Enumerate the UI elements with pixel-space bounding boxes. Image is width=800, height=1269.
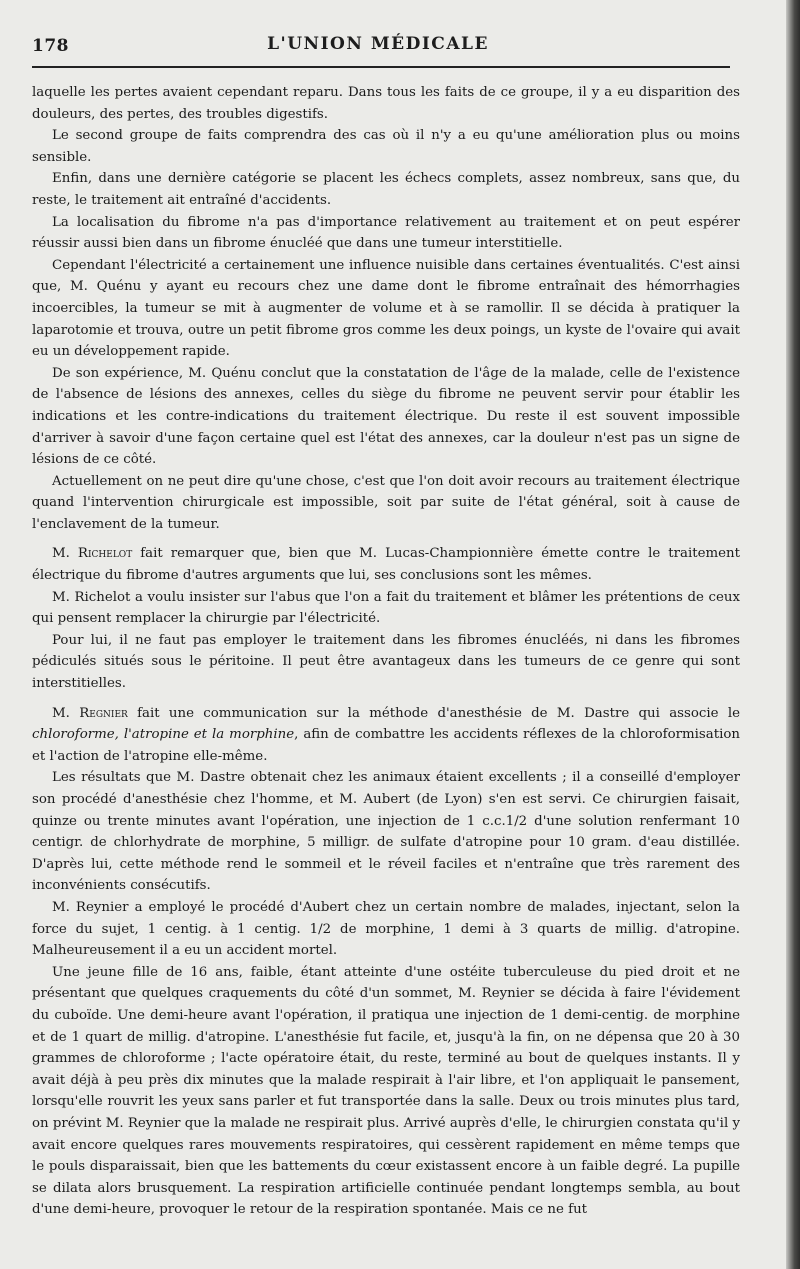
header-rule <box>32 66 730 68</box>
article-body <box>32 82 740 1221</box>
page-edge-shadow <box>786 0 800 1269</box>
italic-text: chloroforme, l'atropine et la morphine <box>32 727 295 743</box>
paragraph: Une jeune fille de 16 ans, faible, étant atteinte d'une ostéite tuberculeuse du pied droit et ne présentant que quelques craquements du côté d'un sommet, M. Reynier se décida à faire l'évidement du cuboïde. Une demi-heure avant l'opération, il pratiqua une injection de 1 demi-centig. de morphine et de 1 quart de millig. d'atropine. L'anesthésie fut facile, et, jusqu'à la fin, on ne dépensa que 20 à 30 grammes de chloroforme ; l'acte opératoire était, du reste, terminé au bout de quelques instants. Il y avait déjà à peu près dix minutes que la malade respirait à l'air libre, et l'on appliquait le pansement, lorsqu'elle rouvrit les yeux sans parler et fut transportée dans la salle. Deux ou trois minutes plus tard, on prévint M. Reynier que la malade ne respirait plus. Arrivé auprès d'elle, le chirurgien constata qu'il y avait encore quelques rares mouvements respiratoires, qui cessèrent rapidement en même temps que le pouls disparaissait, bien que les battements du cœur existassent encore à un faible degré. La pupille se dilata alors brusquement. La respiration artificielle continuée pendant longtemps sembla, au bout d'une demi-heure, provoquer le retour de la respiration spontanée. Mais ce ne fut <box>32 964 740 1218</box>
paragraph: Les résultats que M. Dastre obtenait chez les animaux étaient excellents ; il a conseillé d'employer son procédé d'anesthésie chez l'homme, et M. Aubert (de Lyon) s'en est servi. Ce chirurgien faisait, quinze ou trente minutes avant l'opération, une injection de 1 c.c.1/2 d'une solution renfermant 10 centigr. de chlorhydrate de morphine, 5 milligr. de sulfate d'atropine pour 10 gram. d'eau distillée. D'après lui, cette méthode rend le sommeil et le réveil faciles et n'entraîne que très rarement des inconvénients consécutifs. <box>32 770 740 894</box>
paragraph: Le second groupe de faits comprendra des cas où il n'y a eu qu'une amélioration plus ou moins sensible. <box>32 128 740 165</box>
paragraph-richelot <box>32 543 740 586</box>
paragraph: laquelle les pertes avaient cependant reparu. Dans tous les faits de ce groupe, il y a eu disparition des douleurs, des pertes, des troubles digestifs. <box>32 85 740 122</box>
paragraph-text: fait une communication sur la méthode d'anesthésie de M. Dastre qui associe le <box>127 705 741 721</box>
page-header <box>32 30 724 58</box>
paragraph-regnier <box>32 703 740 768</box>
paragraph: M. Richelot a voulu insister sur l'abus que l'on a fait du traitement et blâmer les prétentions de ceux qui pensent remplacer la chirurgie par l'électricité. <box>32 589 740 627</box>
paragraph: Actuellement on ne peut dire qu'une chose, c'est que l'on doit avoir recours au traitement électrique quand l'intervention chirurgicale est impossible, soit par suite de l'état général, soit à cause de l'enclavement de la tumeur. <box>32 473 740 532</box>
paragraph: M. Reynier a employé le procédé d'Aubert chez un certain nombre de malades, injectant, selon la force du sujet, 1 centig. à 1 centig. 1/2 de morphine, 1 demi à 3 quarts de millig. d'atropine. Malheureusement il a eu un accident mortel. <box>32 899 740 959</box>
speaker-name: M. Regnier <box>52 705 128 721</box>
paragraph: Enfin, dans une dernière catégorie se placent les échecs complets, assez nombreux, sans que, du reste, le traitement ait entraîné d'accidents. <box>32 171 740 208</box>
running-head-title: L'UNION MÉDICALE <box>267 34 489 54</box>
paragraph: Cependant l'électricité a certainement une influence nuisible dans certaines éventualités. C'est ainsi que, M. Quénu y ayant eu recours chez une dame dont le fibrome entraînait des hémorrhagies incoercibles, la tumeur se mit à augmenter de volume et à se ramollir. Il se décida à pratiquer la laparotomie et trouva, outre un petit fibrome gros comme les deux poings, un kyste de l'ovaire qui avait eu un développement rapide. <box>32 257 740 360</box>
paragraph: La localisation du fibrome n'a pas d'importance relativement au traitement et on peut espérer réussir aussi bien dans un fibrome énucléé que dans une tumeur interstitielle. <box>32 214 740 252</box>
paragraph-text: , afin de combattre les accidents réflexes de la chloroformisation et l'action de l'atropine elle-même. <box>32 727 740 764</box>
paragraph-text: fait remarquer que, bien que M. Lucas-Championnière émette contre le traitement électrique du fibrome d'autres arguments que lui, ses conclusions sont les mêmes. <box>32 546 740 584</box>
paragraph: Pour lui, il ne faut pas employer le traitement dans les fibromes énucléés, ni dans les fibromes pédiculés situés sous le péritoine. Il peut être avantageux dans les tumeurs de ce genre qui sont interstitielles. <box>32 632 740 692</box>
page-number: 178 <box>32 36 69 56</box>
paragraph: De son expérience, M. Quénu conclut que la constatation de l'âge de la malade, celle de l'existence de l'absence de lésions des annexes, celles du siège du fibrome ne peuvent servir pour établir les indications et les contre-indications du traitement électrique. Du reste il est souvent impossible d'arriver à savoir d'une façon certaine quel est l'état des annexes, car la douleur n'est pas un signe de lésions de ce côté. <box>32 365 740 468</box>
speaker-name: M. Richelot <box>52 546 133 562</box>
